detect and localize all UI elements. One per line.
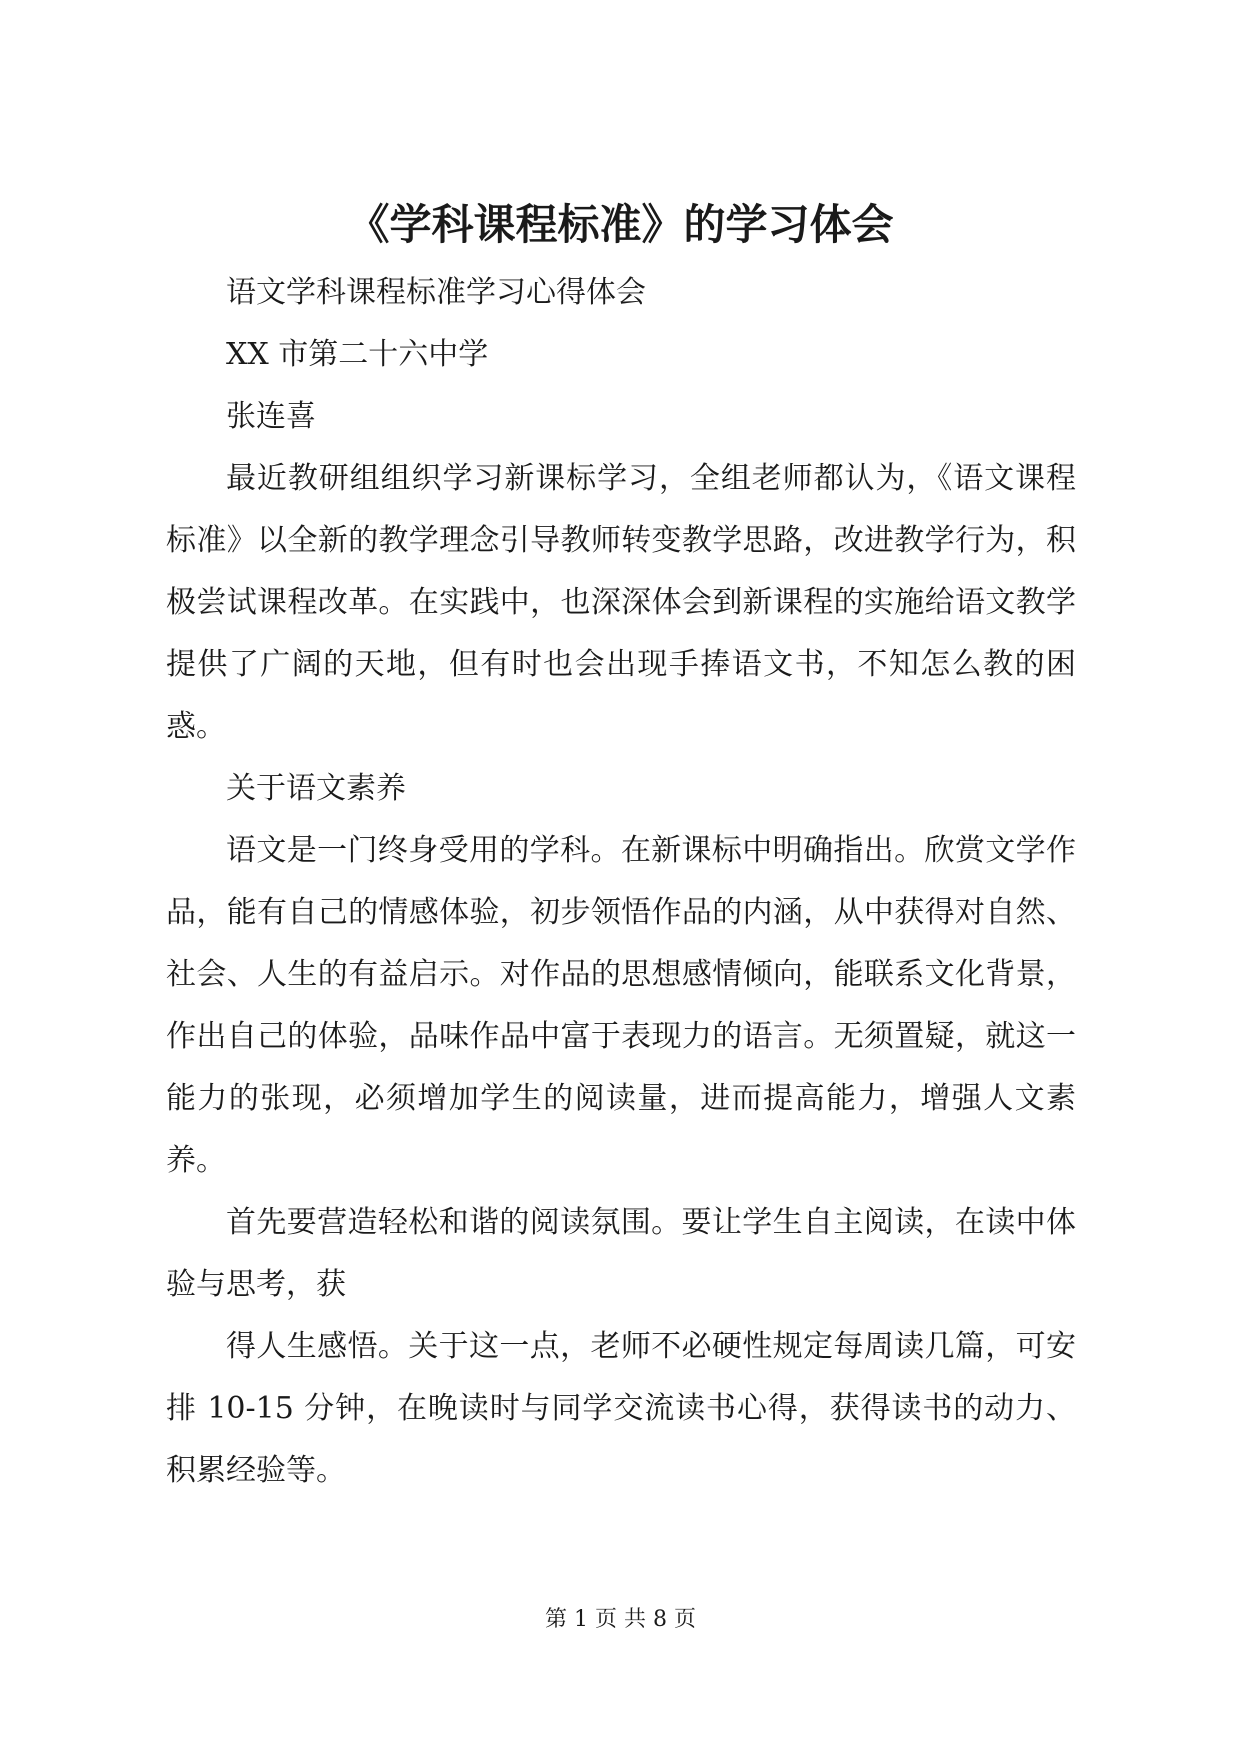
paragraph-literacy: 语文是一门终身受用的学科。在新课标中明确指出。欣赏文学作品，能有自己的情感体验，初步领悟作品的内涵，从中获得对自然、社会、人生的有益启示。对作品的思想感情倾向，能联系文化背景，作出自己的体验，品味作品中富于表现力的语言。无须置疑，就这一能力的张现，必须增加学生的阅读量，进而提高能力，增强人文素养。 (166, 833, 1076, 1178)
page-number: 第 1 页 共 8 页 (545, 1607, 696, 1632)
paragraph-atmosphere: 首先要营造轻松和谐的阅读氛围。要让学生自主阅读，在读中体验与思考，获 (166, 1205, 1076, 1302)
document-body (166, 262, 1076, 1502)
section-heading-literacy: 关于语文素养 (226, 771, 406, 806)
subtitle: 语文学科课程标准学习心得体会 (226, 275, 646, 310)
paragraph-insight: 得人生感悟。关于这一点，老师不必硬性规定每周读几篇，可安排 10-15 分钟，在晚读时与同学交流读书心得，获得读书的动力、积累经验等。 (166, 1329, 1076, 1488)
author-name: 张连喜 (226, 399, 316, 434)
document-title: 《学科课程标准》的学习体会 (347, 200, 894, 249)
school-name: XX 市第二十六中学 (226, 337, 489, 372)
paragraph-intro: 最近教研组组织学习新课标学习，全组老师都认为，《语文课程标准》以全新的教学理念引导教师转变教学思路，改进教学行为，积极尝试课程改革。在实践中，也深深体会到新课程的实施给语文教学提供了广阔的天地，但有时也会出现手捧语文书，不知怎么教的困惑。 (166, 461, 1076, 744)
